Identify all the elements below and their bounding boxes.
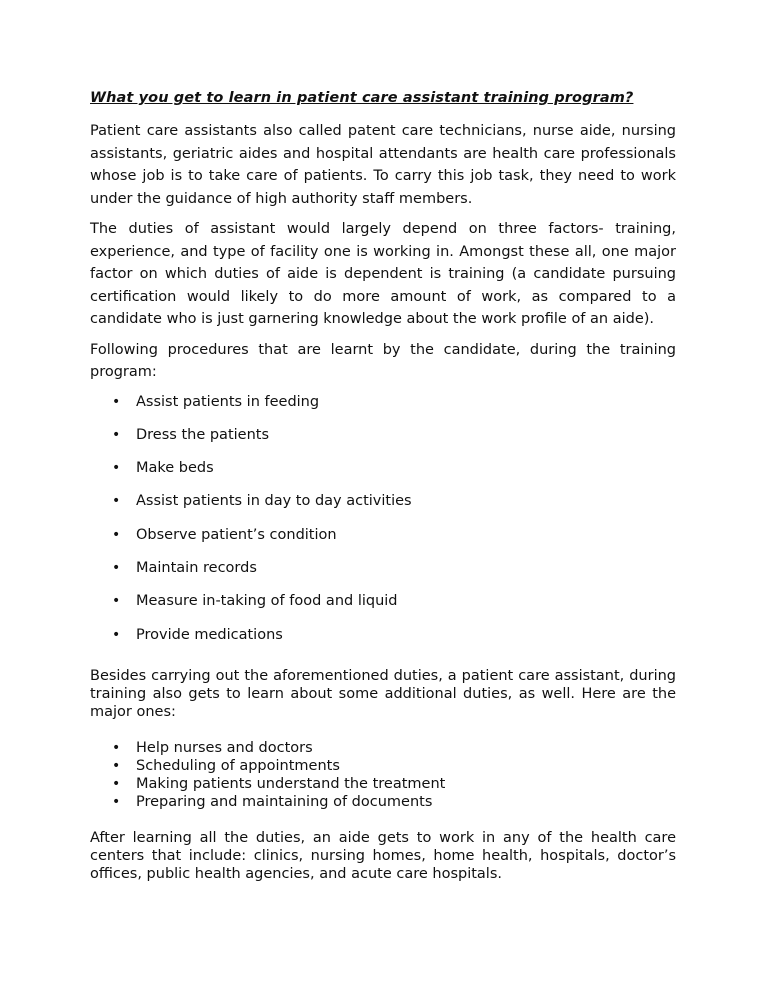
additional-duties-paragraph: Besides carrying out the aforementioned duties, a patient care assistant, during training also gets to learn about some additional duties, as well. Here are the major ones:	[90, 667, 676, 720]
bullet-icon: •	[112, 559, 121, 576]
document-page	[90, 88, 676, 901]
list-item: • Assist patients in feeding	[112, 393, 320, 410]
list-item: • Measure in-taking of food and liquid	[112, 593, 398, 610]
bullet-icon: •	[112, 793, 121, 810]
list-item: • Help nurses and doctors	[112, 739, 313, 756]
bullet-icon: •	[112, 393, 121, 410]
additional-duties-list	[90, 739, 676, 811]
document-title: What you get to learn in patient care assistant training program?	[90, 90, 634, 106]
closing-paragraph: After learning all the duties, an aide gets to work in any of the health care centers that include: clinics, nursing homes, home health, hospitals, doctor’s offices, public health agencies, and acute care hospitals.	[90, 829, 676, 882]
bullet-icon: •	[112, 757, 121, 774]
list-item: • Making patients understand the treatment	[112, 775, 446, 792]
list-item: • Observe patient’s condition	[112, 526, 337, 543]
bullet-icon: •	[112, 493, 121, 510]
list-item: • Make beds	[112, 460, 214, 477]
list-item: • Provide medications	[112, 626, 283, 643]
procedures-intro-paragraph: Following procedures that are learnt by the candidate, during the training program:	[90, 341, 676, 380]
bullet-icon: •	[112, 739, 121, 756]
intro-paragraph: Patient care assistants also called patent care technicians, nurse aide, nursing assistants, geriatric aides and hospital attendants are health care professionals whose job is to take care of patients. To carry this job task, they need to work under the guidance of high authority staff members.	[90, 123, 676, 207]
list-item: • Assist patients in day to day activities	[112, 493, 412, 510]
bullet-icon: •	[112, 593, 121, 610]
bullet-icon: •	[112, 460, 121, 477]
bullet-icon: •	[112, 526, 121, 543]
list-item: • Maintain records	[112, 559, 257, 576]
procedures-list	[90, 392, 676, 658]
bullet-icon: •	[112, 626, 121, 643]
bullet-icon: •	[112, 426, 121, 443]
list-item: • Preparing and maintaining of documents	[112, 793, 433, 810]
list-item: • Dress the patients	[112, 426, 270, 443]
bullet-icon: •	[112, 775, 121, 792]
list-item: • Scheduling of appointments	[112, 757, 340, 774]
duties-paragraph: The duties of assistant would largely depend on three factors- training, experience, and type of facility one is working in. Amongst these all, one major factor on which duties of aide is dependent is training (a candidate pursuing certification would likely to do more amount of work, as compared to a candidate who is just garnering knowledge about the work profile of an aide).	[90, 221, 676, 327]
